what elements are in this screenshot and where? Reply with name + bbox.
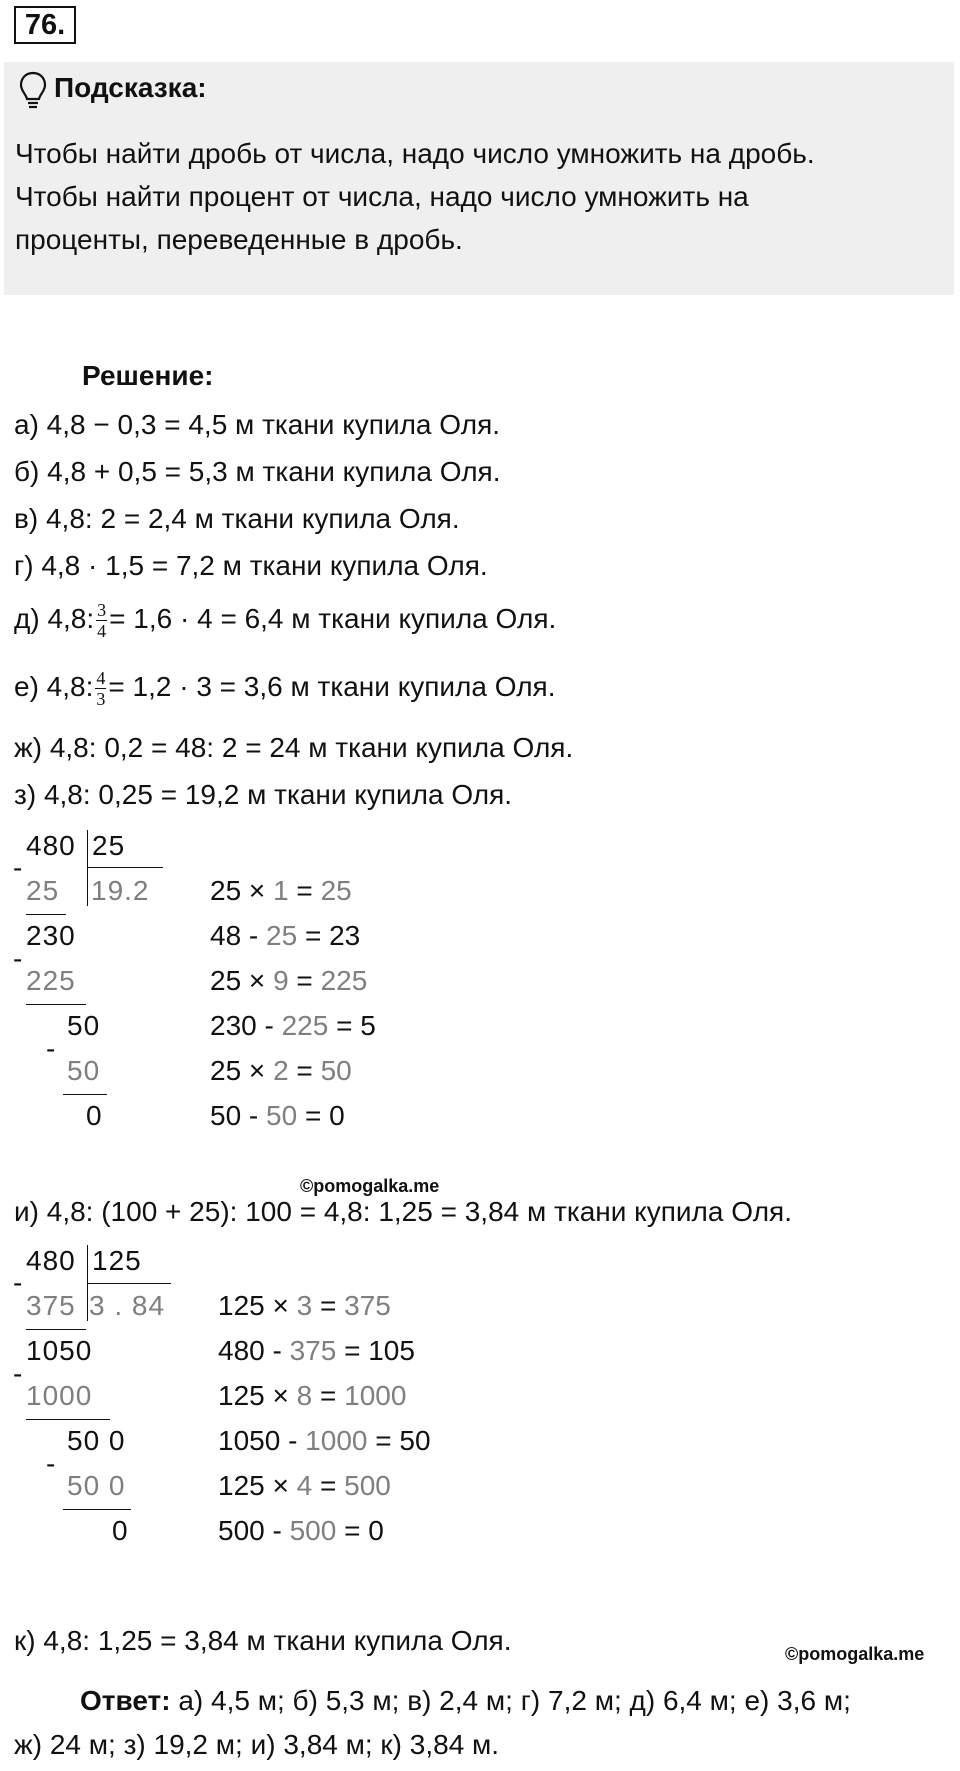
step-part: 48 - xyxy=(210,920,267,951)
step-line xyxy=(218,1515,384,1547)
line-d-prefix: д) 4,8: xyxy=(14,602,95,634)
division-underline xyxy=(26,1004,86,1005)
solution-line-e xyxy=(14,668,556,709)
step-part: = xyxy=(312,1380,345,1411)
step-part: 375 xyxy=(289,1335,337,1366)
step-part: 25 xyxy=(320,875,352,906)
step-part: = 0 xyxy=(297,1100,345,1131)
step-part: = 5 xyxy=(328,1010,376,1041)
dividend: 480 xyxy=(26,830,76,861)
solution-line-b: б) 4,8 + 0,5 = 5,3 м ткани купила Оля. xyxy=(14,456,501,487)
solution-line-zh: ж) 4,8: 0,2 = 48: 2 = 24 м ткани купила Оля. xyxy=(14,732,574,763)
fraction-4-3 xyxy=(95,668,106,709)
division-row: 50 xyxy=(67,1055,101,1086)
division-row: 1050 xyxy=(26,1335,93,1366)
solution-title: Решение: xyxy=(82,360,214,391)
step-part: 125 × xyxy=(218,1380,297,1411)
step-part: 25 × xyxy=(210,875,274,906)
line-e-suffix: = 1,2 · 3 = 3,6 м ткани купила Оля. xyxy=(108,670,556,702)
watermark: ©pomogalka.me xyxy=(300,1176,440,1196)
division-underline xyxy=(26,914,66,915)
divisor: 25 xyxy=(92,830,126,861)
step-part: 1000 xyxy=(305,1425,368,1456)
step-part: 1000 xyxy=(344,1380,407,1411)
step-line xyxy=(210,875,352,907)
step-part: 225 xyxy=(320,965,368,996)
step-part: 1050 - xyxy=(218,1425,306,1456)
step-part: 125 × xyxy=(218,1470,297,1501)
step-part: = 23 xyxy=(297,920,361,951)
step-part: 500 xyxy=(344,1470,391,1501)
division-row: 375 xyxy=(26,1290,76,1321)
division-row: 0 xyxy=(112,1515,129,1546)
step-part: 125 × xyxy=(218,1290,297,1321)
step-part: 8 xyxy=(296,1380,313,1411)
watermark: ©pomogalka.me xyxy=(785,1644,925,1664)
step-part: = 105 xyxy=(336,1335,415,1366)
division-underline xyxy=(26,1329,86,1330)
minus-sign: - xyxy=(13,1267,24,1298)
division-row: 50 0 xyxy=(67,1425,126,1456)
step-part: 480 - xyxy=(218,1335,290,1366)
division-row: 25 xyxy=(26,875,60,906)
solution-line-g: г) 4,8 · 1,5 = 7,2 м ткани купила Оля. xyxy=(14,550,488,581)
hint-title: Подсказка: xyxy=(54,72,207,103)
step-part: 375 xyxy=(344,1290,391,1321)
minus-sign: - xyxy=(13,852,24,883)
step-part: 25 × xyxy=(210,1055,274,1086)
fraction-numerator: 4 xyxy=(96,668,106,688)
line-e-prefix: е) 4,8: xyxy=(14,670,94,702)
step-part: 50 xyxy=(320,1055,352,1086)
answer-values: а) 4,5 м; б) 5,3 м; в) 2,4 м; г) 7,2 м; д) 6,4 м; е) 3,6 м; xyxy=(178,1685,851,1716)
step-line xyxy=(210,1010,376,1042)
step-line xyxy=(210,1100,345,1132)
step-part: 500 xyxy=(289,1515,337,1546)
division-row: 50 0 xyxy=(67,1470,126,1501)
step-line xyxy=(210,920,360,952)
hint-line: проценты, переведенные в дробь. xyxy=(15,224,463,255)
step-line xyxy=(210,1055,352,1087)
divisor: 125 xyxy=(92,1245,142,1276)
step-line xyxy=(210,965,367,997)
step-part: 230 - xyxy=(210,1010,282,1041)
step-part: = 0 xyxy=(336,1515,384,1546)
dividend: 480 xyxy=(26,1245,76,1276)
step-part: = xyxy=(288,1055,321,1086)
hint-line: Чтобы найти процент от числа, надо число умножить на xyxy=(15,181,749,212)
division-bracket xyxy=(87,867,163,868)
minus-sign: - xyxy=(13,1358,24,1389)
solution-line-d xyxy=(14,600,556,641)
answer-line-2: ж) 24 м; з) 19,2 м; и) 3,84 м; к) 3,84 м. xyxy=(14,1729,500,1760)
hint-text xyxy=(15,132,945,261)
division-bracket xyxy=(87,830,88,906)
step-line xyxy=(218,1425,431,1457)
problem-number: 76. xyxy=(14,6,76,44)
division-row: 230 xyxy=(26,920,76,951)
minus-sign: - xyxy=(46,1033,57,1064)
step-part: 50 - xyxy=(210,1100,267,1131)
step-part: 25 xyxy=(266,920,298,951)
hint-line: Чтобы найти дробь от числа, надо число умножить на дробь. xyxy=(15,138,815,169)
quotient: 19.2 xyxy=(91,875,150,906)
step-part: 2 xyxy=(273,1055,289,1086)
solution-line-z: з) 4,8: 0,25 = 19,2 м ткани купила Оля. xyxy=(14,779,513,810)
minus-sign: - xyxy=(46,1448,57,1479)
fraction-denominator: 4 xyxy=(97,621,107,641)
division-row: 1000 xyxy=(26,1380,93,1411)
step-part: 4 xyxy=(296,1470,313,1501)
step-part: = xyxy=(312,1290,345,1321)
step-line xyxy=(218,1380,406,1412)
answer-line-1 xyxy=(80,1685,851,1717)
step-part: = xyxy=(288,875,321,906)
division-underline xyxy=(63,1509,131,1510)
fraction-denominator: 3 xyxy=(96,689,106,709)
division-bracket xyxy=(87,1283,171,1284)
step-part: 9 xyxy=(273,965,289,996)
division-underline xyxy=(26,1419,110,1420)
division-row: 0 xyxy=(86,1100,103,1131)
step-line xyxy=(218,1335,415,1367)
fraction-numerator: 3 xyxy=(97,600,107,620)
step-part: 3 xyxy=(296,1290,313,1321)
division-row: 225 xyxy=(26,965,76,996)
line-d-suffix: = 1,6 · 4 = 6,4 м ткани купила Оля. xyxy=(109,602,557,634)
step-line xyxy=(218,1470,391,1502)
step-part: 50 xyxy=(266,1100,298,1131)
division-underline xyxy=(63,1094,107,1095)
step-part: 1 xyxy=(273,875,289,906)
solution-line-i: и) 4,8: (100 + 25): 100 = 4,8: 1,25 = 3,84 м ткани купила Оля. xyxy=(14,1196,792,1227)
step-line xyxy=(218,1290,391,1322)
step-part: = xyxy=(312,1470,345,1501)
step-part: 225 xyxy=(281,1010,329,1041)
answer-label: Ответ: xyxy=(80,1685,171,1716)
quotient: 3 . 84 xyxy=(89,1290,166,1321)
step-part: 25 × xyxy=(210,965,274,996)
fraction-3-4 xyxy=(96,600,107,641)
step-part: = xyxy=(288,965,321,996)
solution-line-v: в) 4,8: 2 = 2,4 м ткани купила Оля. xyxy=(14,503,460,534)
step-part: = 50 xyxy=(367,1425,431,1456)
division-row: 50 xyxy=(67,1010,101,1041)
lightbulb-icon xyxy=(18,70,48,110)
solution-line-a: а) 4,8 − 0,3 = 4,5 м ткани купила Оля. xyxy=(14,409,501,440)
minus-sign: - xyxy=(13,943,24,974)
step-part: 500 - xyxy=(218,1515,290,1546)
solution-line-k: к) 4,8: 1,25 = 3,84 м ткани купила Оля. xyxy=(14,1625,512,1656)
